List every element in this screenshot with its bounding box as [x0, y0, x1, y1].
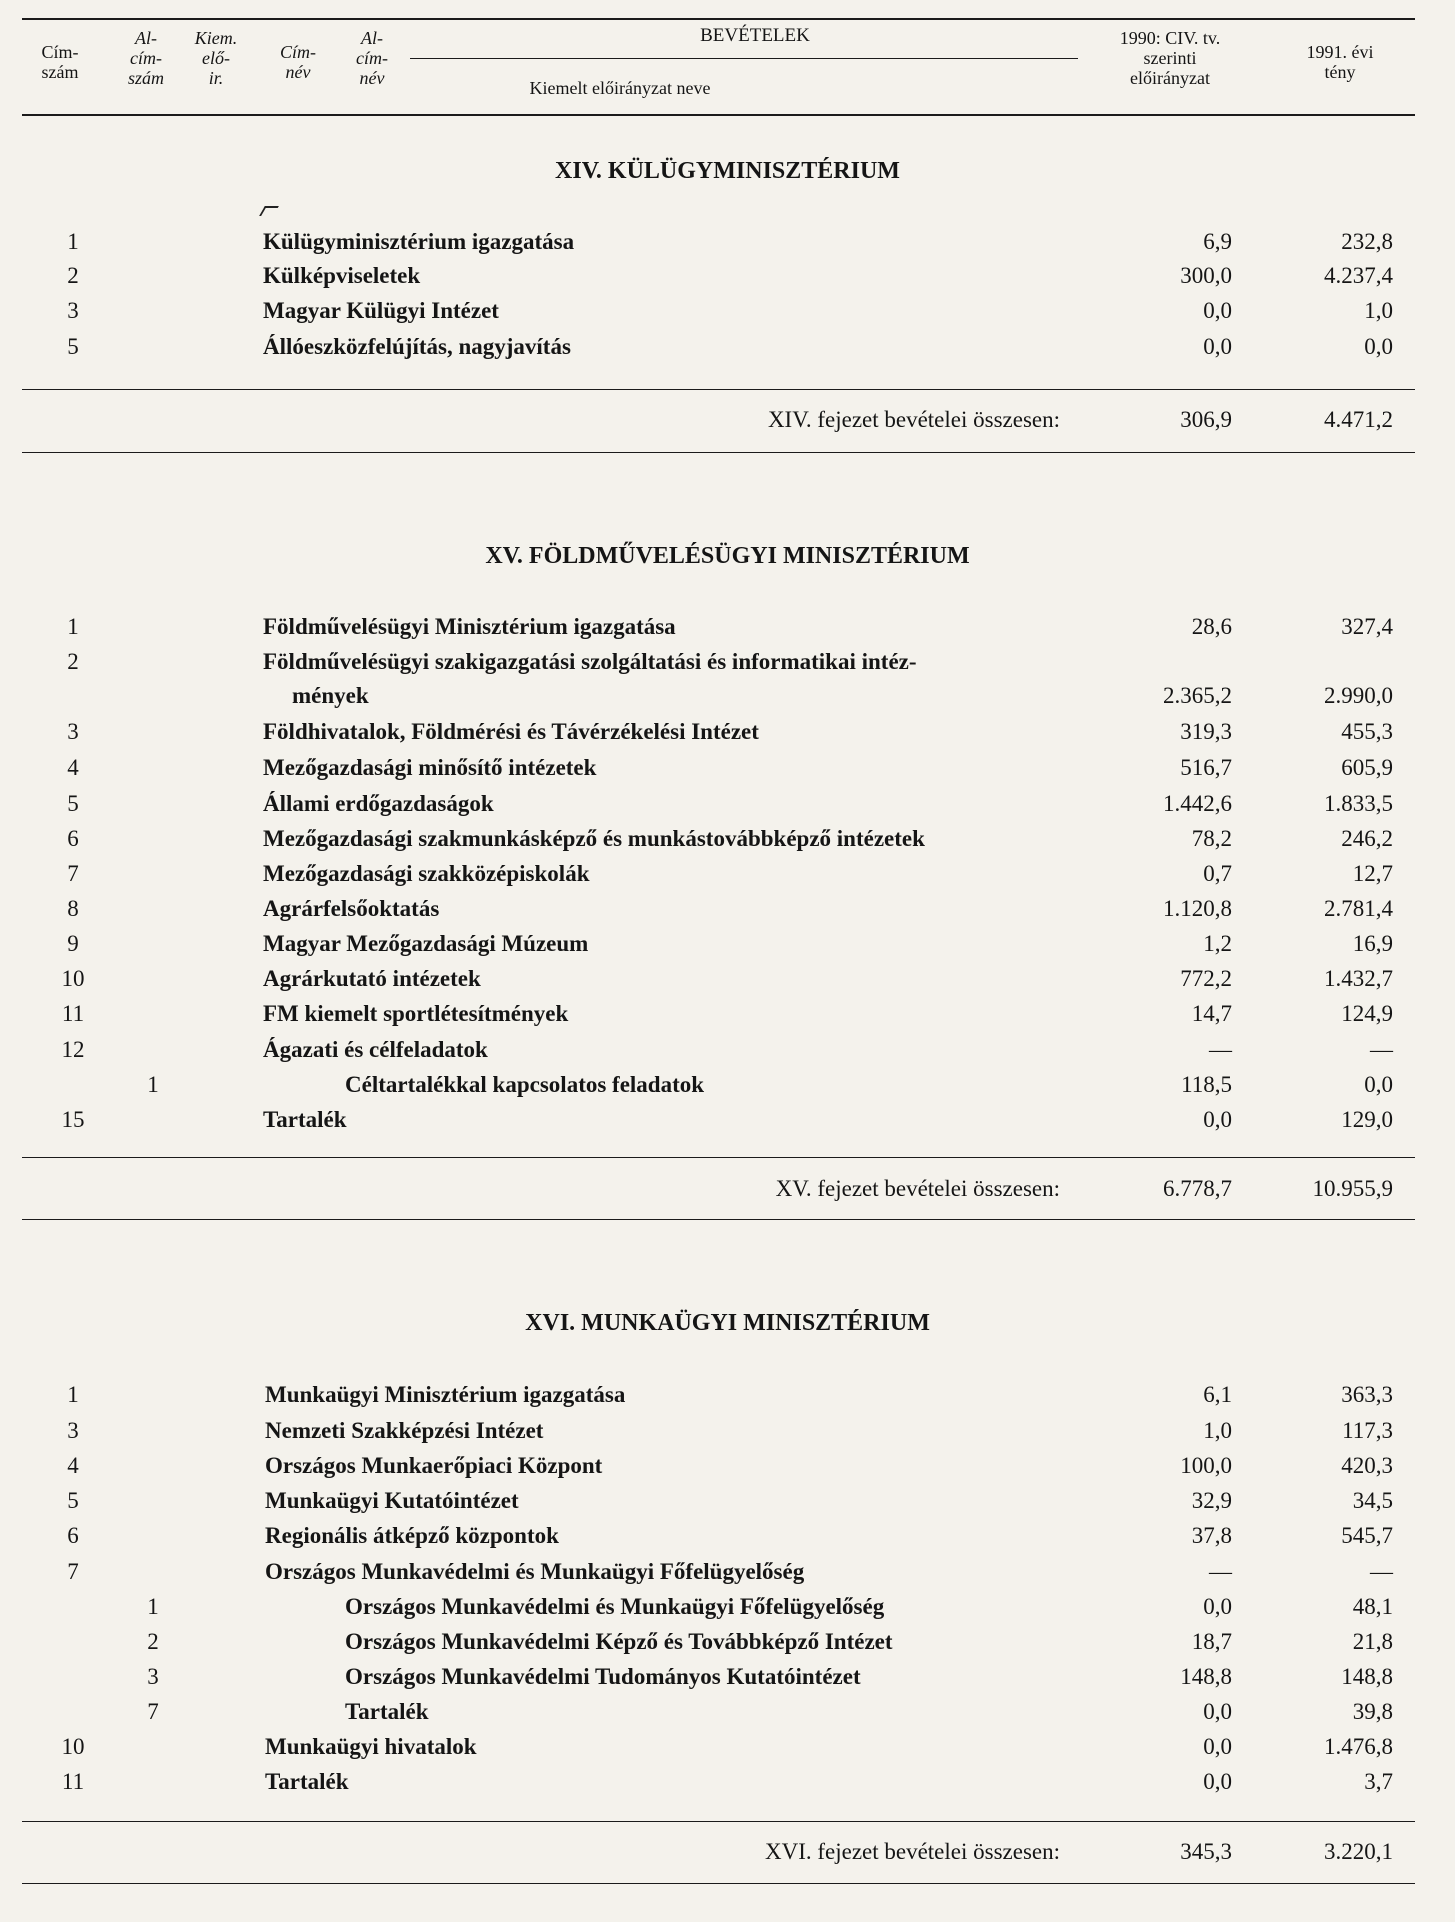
table-row [0, 822, 1455, 856]
cim-szam: 1 [67, 229, 79, 254]
total-top-rule [22, 1157, 1415, 1158]
total-1991: 4.471,2 [1324, 407, 1393, 432]
table-row-continuation [0, 679, 1455, 713]
cim-szam: 5 [67, 791, 79, 816]
item-name: Magyar Külügyi Intézet [263, 298, 499, 323]
value-1991: 3,7 [1364, 1769, 1393, 1794]
cim-szam: 3 [67, 298, 79, 323]
value-1990: 6,1 [1203, 1382, 1232, 1407]
item-name: Nemzeti Szakképzési Intézet [265, 1418, 544, 1443]
value-1990: 148,8 [1180, 1664, 1232, 1689]
item-name: Mezőgazdasági szakmunkásképző és munkástovábbképző intézetek [263, 826, 925, 851]
value-1990: 0,0 [1203, 334, 1232, 359]
item-name: Földhivatalok, Földmérési és Távérzékelési Intézet [263, 719, 759, 744]
value-1991: 246,2 [1341, 826, 1393, 851]
total-1991: 10.955,9 [1312, 1176, 1393, 1201]
cim-szam: 3 [67, 719, 79, 744]
item-name: Agrárkutató intézetek [263, 966, 481, 991]
value-1991: — [1370, 1037, 1393, 1062]
value-1990: 0,0 [1203, 1594, 1232, 1619]
item-name: Céltartalékkal kapcsolatos feladatok [345, 1072, 705, 1097]
header-cimnev: Cím- név [280, 42, 316, 82]
table-row [0, 610, 1455, 644]
item-name: Állóeszközfelújítás, nagyjavítás [263, 334, 571, 359]
item-name: Országos Munkavédelmi Képző és Továbbképző Intézet [345, 1629, 893, 1654]
item-name: Magyar Mezőgazdasági Múzeum [263, 931, 589, 956]
table-row [0, 892, 1455, 926]
table-row [0, 645, 1455, 679]
value-1990: 0,0 [1203, 298, 1232, 323]
value-1990: 1,0 [1203, 1418, 1232, 1443]
value-1991: 1.833,5 [1324, 791, 1393, 816]
item-name: Regionális átképző központok [265, 1523, 559, 1548]
value-1991: 605,9 [1341, 755, 1393, 780]
item-name-continuation: mények [292, 683, 369, 708]
table-row [0, 962, 1455, 996]
item-name: Országos Munkaerőpiaci Központ [265, 1453, 603, 1478]
value-1990: 300,0 [1180, 263, 1232, 288]
value-1991: 21,8 [1352, 1629, 1393, 1654]
item-name: Földművelésügyi Minisztérium igazgatása [263, 614, 676, 639]
header-bevetelek-rule [410, 58, 1078, 59]
table-row [0, 330, 1455, 364]
table-row [0, 1695, 1455, 1729]
value-1990: 0,7 [1203, 861, 1232, 886]
total-bottom-rule [22, 1219, 1415, 1220]
header-alcimnev: Al- cím- név [356, 28, 388, 88]
cim-szam: 6 [67, 1523, 79, 1548]
value-1991: 2.781,4 [1324, 896, 1393, 921]
value-1990: 118,5 [1181, 1072, 1232, 1097]
total-1990: 345,3 [1180, 1839, 1232, 1864]
section-title: XIV. KÜLÜGYMINISZTÉRIUM [555, 158, 900, 184]
value-1990: 1,2 [1203, 931, 1232, 956]
table-row [0, 294, 1455, 328]
header-cimszam: Cím- szám [41, 42, 79, 82]
table-row [0, 751, 1455, 785]
alcim-szam: 3 [147, 1664, 159, 1689]
value-1991: 34,5 [1352, 1488, 1393, 1513]
cim-szam: 5 [67, 1488, 79, 1513]
item-name: FM kiemelt sportlétesítmények [263, 1001, 569, 1026]
value-1991: 124,9 [1341, 1001, 1393, 1026]
table-row [0, 715, 1455, 749]
total-label: XVI. fejezet bevételei összesen: [764, 1839, 1060, 1864]
value-1990: — [1209, 1559, 1232, 1584]
table-row [0, 997, 1455, 1031]
value-1990: 18,7 [1191, 1629, 1232, 1654]
section-total-row [0, 1171, 1455, 1207]
total-top-rule [22, 389, 1415, 390]
item-name: Országos Munkavédelmi és Munkaügyi Főfelügyelőség [265, 1559, 805, 1584]
section-total-row [0, 402, 1455, 438]
item-name: Országos Munkavédelmi Tudományos Kutatóintézet [345, 1664, 861, 1689]
value-1991: 16,9 [1352, 931, 1393, 956]
table-row [0, 1590, 1455, 1624]
tick-mark [259, 206, 279, 216]
value-1991: 455,3 [1341, 719, 1393, 744]
cim-szam: 9 [67, 931, 79, 956]
table-row [0, 1660, 1455, 1694]
value-1991: 232,8 [1341, 229, 1393, 254]
table-row [0, 1378, 1455, 1412]
value-1991: 117,3 [1342, 1418, 1393, 1443]
cim-szam: 5 [67, 334, 79, 359]
item-name: Külképviseletek [263, 263, 421, 288]
value-1990: — [1209, 1037, 1232, 1062]
value-1991: 363,3 [1341, 1382, 1393, 1407]
value-1990: 516,7 [1180, 755, 1232, 780]
cim-szam: 2 [67, 263, 79, 288]
cim-szam: 6 [67, 826, 79, 851]
value-1991: 420,3 [1341, 1453, 1393, 1478]
total-top-rule [22, 1821, 1415, 1822]
value-1990: 0,0 [1203, 1734, 1232, 1759]
value-1990: 0,0 [1203, 1769, 1232, 1794]
item-name: Munkaügyi hivatalok [265, 1734, 477, 1759]
total-1990: 6.778,7 [1163, 1176, 1232, 1201]
table-row [0, 1519, 1455, 1553]
total-1991: 3.220,1 [1324, 1839, 1393, 1864]
header-kiemelo: Kiem. elő- ir. [194, 28, 238, 88]
table-row [0, 1765, 1455, 1799]
value-1991: 1.432,7 [1324, 966, 1393, 991]
value-1990: 14,7 [1191, 1001, 1232, 1026]
alcim-szam: 2 [147, 1629, 159, 1654]
table-row [0, 1449, 1455, 1483]
value-1991: — [1370, 1559, 1393, 1584]
section-title: XV. FÖLDMŰVELÉSÜGYI MINISZTÉRIUM [485, 543, 970, 569]
cim-szam: 2 [67, 649, 79, 674]
value-1991: 39,8 [1352, 1699, 1393, 1724]
cim-szam: 8 [67, 896, 79, 921]
cim-szam: 11 [61, 1769, 85, 1794]
value-1991: 4.237,4 [1324, 263, 1393, 288]
cim-szam: 11 [61, 1001, 85, 1026]
value-1990: 6,9 [1203, 229, 1232, 254]
value-1990: 100,0 [1180, 1453, 1232, 1478]
value-1990: 1.442,6 [1163, 791, 1232, 816]
table-row [0, 927, 1455, 961]
cim-szam: 7 [67, 1559, 79, 1584]
total-label: XIV. fejezet bevételei összesen: [767, 407, 1060, 432]
cim-szam: 4 [67, 1453, 79, 1478]
value-1991: 2.990,0 [1324, 683, 1393, 708]
value-1991: 129,0 [1341, 1107, 1393, 1132]
header-bevetelek: BEVÉTELEK [700, 25, 810, 46]
item-name: Földművelésügyi szakigazgatási szolgáltatási és informatikai intéz- [263, 649, 917, 674]
item-name: Munkaügyi Kutatóintézet [265, 1488, 519, 1513]
item-name: Tartalék [345, 1699, 429, 1724]
table-row [0, 1068, 1455, 1102]
cim-szam: 10 [61, 966, 85, 991]
total-label: XV. fejezet bevételei összesen: [775, 1176, 1060, 1201]
value-1991: 48,1 [1352, 1594, 1393, 1619]
table-row [0, 1103, 1455, 1137]
cim-szam: 1 [67, 1382, 79, 1407]
header-1991: 1991. évi tény [1306, 42, 1374, 82]
item-name: Külügyminisztérium igazgatása [263, 229, 575, 254]
value-1991: 327,4 [1341, 614, 1393, 639]
value-1991: 12,7 [1352, 861, 1393, 886]
value-1990: 28,6 [1191, 614, 1232, 639]
table-row [0, 857, 1455, 891]
header-alcimszam: Al- cím- szám [127, 28, 164, 88]
alcim-szam: 1 [147, 1594, 159, 1619]
item-name: Munkaügyi Minisztérium igazgatása [265, 1382, 626, 1407]
total-bottom-rule [22, 452, 1415, 453]
header-bottom-rule [22, 114, 1415, 116]
table-row [0, 1625, 1455, 1659]
value-1990: 78,2 [1191, 826, 1232, 851]
cim-szam: 15 [61, 1107, 85, 1132]
section-total-row [0, 1834, 1455, 1870]
item-name: Ágazati és célfeladatok [263, 1037, 488, 1062]
table-row [0, 259, 1455, 293]
item-name: Tartalék [263, 1107, 347, 1132]
item-name: Állami erdőgazdaságok [263, 791, 494, 816]
alcim-szam: 1 [147, 1072, 159, 1097]
value-1990: 37,8 [1191, 1523, 1232, 1548]
table-row [0, 1484, 1455, 1518]
alcim-szam: 7 [147, 1699, 159, 1724]
cim-szam: 12 [61, 1037, 85, 1062]
value-1990: 319,3 [1180, 719, 1232, 744]
cim-szam: 10 [61, 1734, 85, 1759]
value-1990: 0,0 [1203, 1699, 1232, 1724]
cim-szam: 4 [67, 755, 79, 780]
item-name: Mezőgazdasági minősítő intézetek [263, 755, 597, 780]
value-1991: 0,0 [1364, 1072, 1393, 1097]
header-kiemelt-nev: Kiemelt előirányzat neve [529, 78, 711, 98]
header-top-rule [22, 18, 1415, 20]
item-name: Országos Munkavédelmi és Munkaügyi Főfelügyelőség [345, 1594, 885, 1619]
table-row [0, 1414, 1455, 1448]
value-1991: 148,8 [1341, 1664, 1393, 1689]
value-1991: 545,7 [1341, 1523, 1393, 1548]
table-row [0, 1555, 1455, 1589]
table-row [0, 225, 1455, 259]
total-1990: 306,9 [1180, 407, 1232, 432]
item-name: Tartalék [265, 1769, 349, 1794]
cim-szam: 3 [67, 1418, 79, 1443]
total-bottom-rule [22, 1883, 1415, 1884]
cim-szam: 7 [67, 861, 79, 886]
header-1990: 1990: CIV. tv. szerinti előirányzat [1119, 28, 1221, 88]
table-row [0, 1033, 1455, 1067]
section-title: XVI. MUNKAÜGYI MINISZTÉRIUM [525, 1310, 930, 1336]
item-name: Mezőgazdasági szakközépiskolák [263, 861, 590, 886]
value-1990: 772,2 [1180, 966, 1232, 991]
value-1991: 1.476,8 [1324, 1734, 1393, 1759]
value-1990: 1.120,8 [1163, 896, 1232, 921]
value-1990: 32,9 [1191, 1488, 1232, 1513]
table-row [0, 1730, 1455, 1764]
value-1990: 2.365,2 [1163, 683, 1232, 708]
value-1990: 0,0 [1203, 1107, 1232, 1132]
value-1991: 1,0 [1364, 298, 1393, 323]
item-name: Agrárfelsőoktatás [263, 896, 440, 921]
table-row [0, 787, 1455, 821]
value-1991: 0,0 [1364, 334, 1393, 359]
cim-szam: 1 [67, 614, 79, 639]
